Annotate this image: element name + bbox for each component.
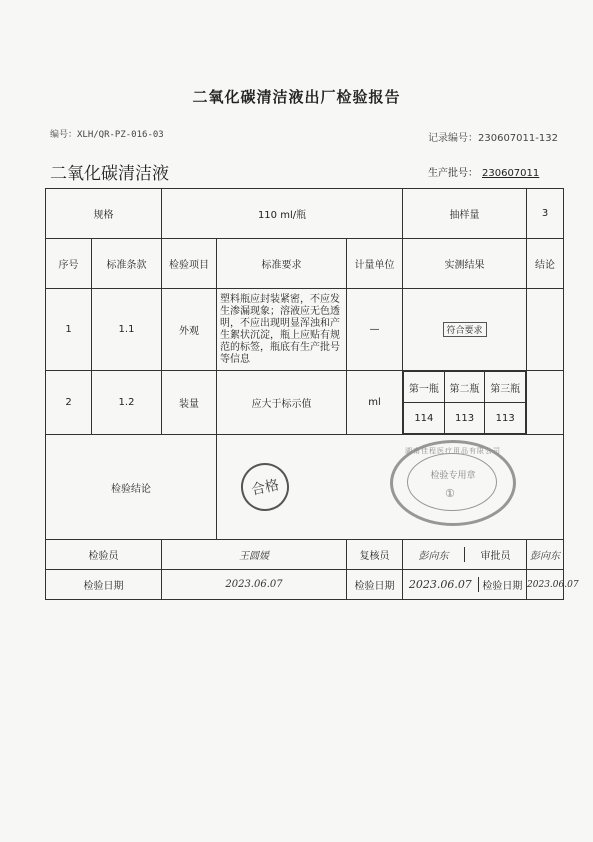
bottle-1-label: 第一瓶 <box>404 372 445 403</box>
batch-number <box>428 164 539 179</box>
qualified-stamp: 合格 <box>237 459 294 516</box>
bottle-3-value: 113 <box>485 403 526 434</box>
sample-label: 抽样量 <box>403 189 527 239</box>
inspection-table <box>45 188 579 600</box>
spec-value: 110 ml/瓶 <box>162 189 403 239</box>
seal-ring-text: 湖南佳程医疗用品有限公司 <box>405 447 501 455</box>
row1-seq: 1 <box>46 289 92 371</box>
reviewer-label: 复核员 <box>347 540 403 570</box>
product-name: 二氧化碳清洁液 <box>50 164 169 184</box>
row2-item: 装量 <box>162 371 217 435</box>
row1-unit: — <box>347 289 403 371</box>
inspection-seal <box>390 440 516 526</box>
batch-value: 230607011 <box>482 168 540 179</box>
table-row <box>46 289 564 371</box>
date-label-2: 检验日期 <box>347 570 403 600</box>
seal-number-icon: ① <box>445 487 455 500</box>
spec-label: 规格 <box>46 189 162 239</box>
bottle-2-label: 第二瓶 <box>444 372 485 403</box>
approver-label: 审批员 <box>480 551 511 562</box>
row2-clause: 1.2 <box>92 371 162 435</box>
inspection-date-1: 2023.06.07 <box>162 570 347 600</box>
bottle-results <box>403 371 526 434</box>
date-label-3: 检验日期 <box>482 581 523 592</box>
row1-result: 符合要求 <box>443 322 487 337</box>
sample-value: 3 <box>527 189 564 239</box>
row1-item: 外观 <box>162 289 217 371</box>
batch-label: 生产批号： <box>428 168 478 179</box>
document-number: 编号：XLH/QR-PZ-016-03 <box>50 130 164 140</box>
bottle-1-value: 114 <box>404 403 445 434</box>
col-result: 实测结果 <box>403 239 527 289</box>
conclusion-label: 检验结论 <box>46 435 217 540</box>
report-title: 二氧化碳清洁液出厂检验报告 <box>192 88 401 106</box>
col-conclusion: 结论 <box>527 239 564 289</box>
bottle-2-value: 113 <box>444 403 485 434</box>
inspector-label: 检验员 <box>46 540 162 570</box>
inspection-date-3: 2023.06.07 <box>527 570 564 600</box>
row2-seq: 2 <box>46 371 92 435</box>
col-requirement: 标准要求 <box>217 239 347 289</box>
approver-signature: 彭向东 <box>527 540 564 570</box>
inspection-date-2: 2023.06.07 <box>403 577 478 592</box>
date-label-1: 检验日期 <box>46 570 162 600</box>
table-row <box>46 371 564 435</box>
bottle-3-label: 第三瓶 <box>485 372 526 403</box>
col-clause: 标准条款 <box>92 239 162 289</box>
row2-requirement: 应大于标示值 <box>217 371 347 435</box>
col-item: 检验项目 <box>162 239 217 289</box>
col-unit: 计量单位 <box>347 239 403 289</box>
col-seq: 序号 <box>46 239 92 289</box>
row1-clause: 1.1 <box>92 289 162 371</box>
reviewer-signature: 彭向东 <box>403 547 465 562</box>
row2-unit: ml <box>347 371 403 435</box>
seal-text: 检验专用章 <box>430 471 476 481</box>
row1-requirement: 塑料瓶应封装紧密，不应发生渗漏现象；溶液应无色透明，不应出现明显浑浊和产生絮状沉淀，瓶上应贴有规范的标签，瓶底有生产批号等信息 <box>217 289 347 371</box>
record-number: 记录编号：230607011-132 <box>428 133 558 144</box>
inspector-signature: 王圆媛 <box>162 540 347 570</box>
